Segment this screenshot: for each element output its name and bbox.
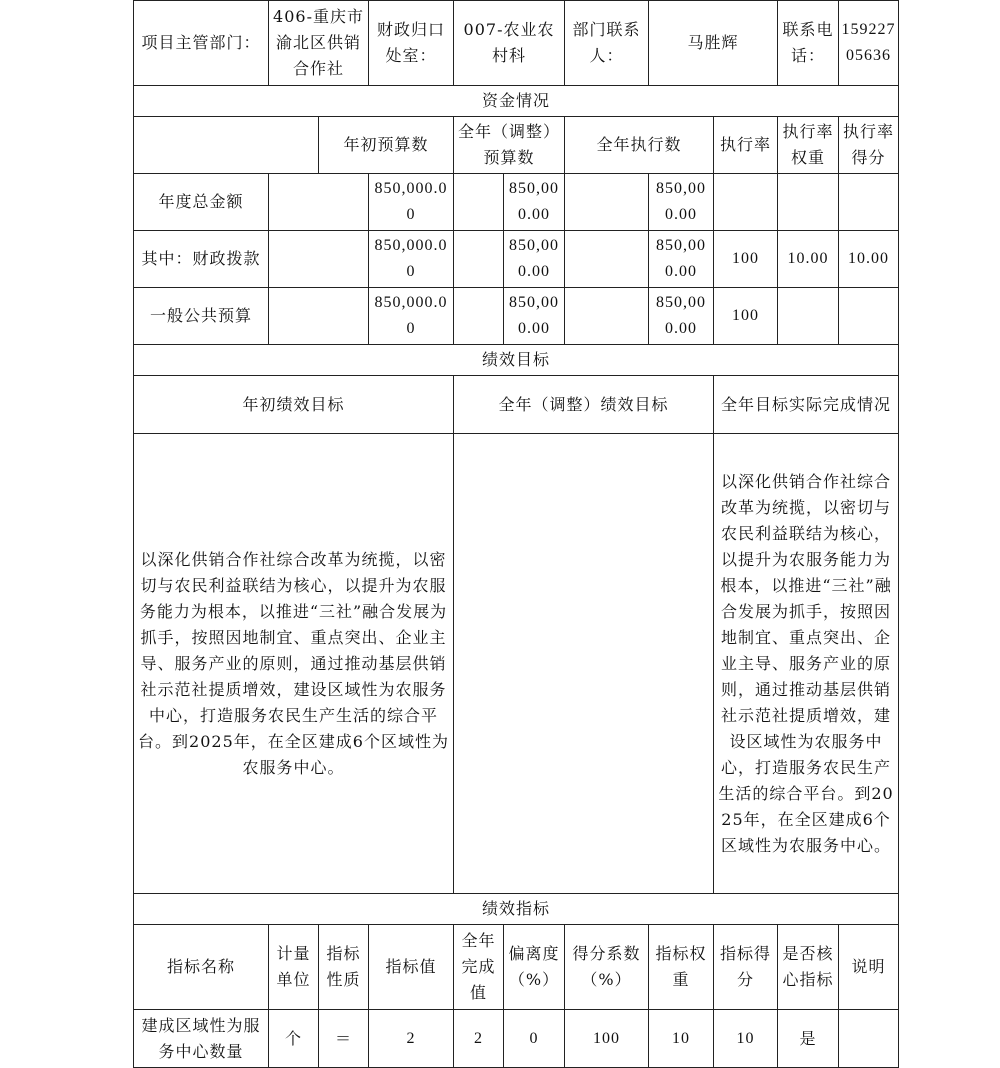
goals-col-actual: 全年目标实际完成情况 [714,376,899,434]
funds-row-name: 年度总金额 [134,174,269,231]
contact-value: 马胜辉 [649,1,778,86]
ind-value: 2 [369,1010,454,1068]
ind-col-core: 是否核心指标 [778,925,839,1010]
col-rate: 执行率 [714,117,778,174]
funds-executed: 850,000.00 [649,288,714,345]
funds-header-blank [134,117,319,174]
funds-initial: 850,000.00 [369,231,454,288]
ind-col-deviation: 偏离度（%） [504,925,565,1010]
funds-row [134,288,899,345]
col-executed: 全年执行数 [565,117,714,174]
goals-col-initial: 年初绩效目标 [134,376,454,434]
funds-adjusted: 850,000.00 [504,231,565,288]
funds-initial: 850,000.00 [369,174,454,231]
funds-row-name: 其中：财政拨款 [134,231,269,288]
header-row [134,1,899,86]
funds-score [839,174,899,231]
funds-weight [778,174,839,231]
ind-name: 建成区域性为服务中心数量 [134,1010,269,1068]
indicator-row [134,1010,899,1068]
ind-col-name: 指标名称 [134,925,269,1010]
contact-label: 部门联系人： [565,1,649,86]
finance-value: 007-农业农村科 [454,1,565,86]
funds-rate: 100 [714,231,778,288]
dept-label: 项目主管部门： [134,1,269,86]
ind-weight: 10 [649,1010,714,1068]
funds-score: 10.00 [839,231,899,288]
funds-weight: 10.00 [778,231,839,288]
ind-col-note: 说明 [839,925,899,1010]
funds-rate [714,174,778,231]
ind-completed: 2 [454,1010,504,1068]
ind-coef: 100 [565,1010,649,1068]
funds-row [134,231,899,288]
ind-col-unit: 计量单位 [269,925,319,1010]
ind-deviation: 0 [504,1010,565,1068]
ind-col-coef: 得分系数（%） [565,925,649,1010]
goals-initial-text: 以深化供销合作社综合改革为统揽，以密切与农民利益联结为核心，以提升为农服务能力为根本，以推进“三社”融合发展为抓手，按照因地制宜、重点突出、企业主导、服务产业的原则，通过推动基层供销社示范社提质增效，建设区域性为农服务中心，打造服务农民生产生活的综合平台。到2025年，在全区建成6个区域性为农服务中心。 [134,434,454,894]
goals-actual-text: 以深化供销合作社综合改革为统揽，以密切与农民利益联结为核心，以提升为农服务能力为根本，以推进“三社”融合发展为抓手，按照因地制宜、重点突出、企业主导、服务产业的原则，通过推动基层供销社示范社提质增效，建设区域性为农服务中心，打造服务农民生产生活的综合平台。到2025年，在全区建成6个区域性为农服务中心。 [714,434,899,894]
ind-col-weight: 指标权重 [649,925,714,1010]
ind-col-nature: 指标性质 [319,925,369,1010]
ind-nature: ＝ [319,1010,369,1068]
phone-label: 联系电话： [778,1,839,86]
ind-note [839,1010,899,1068]
indicators-header-row [134,925,899,1010]
performance-table [133,0,899,1068]
funds-section-title: 资金情况 [134,86,899,117]
col-rate-score: 执行率得分 [839,117,899,174]
ind-col-score: 指标得分 [714,925,778,1010]
col-adjusted-budget: 全年（调整）预算数 [454,117,565,174]
finance-label: 财政归口处室： [369,1,454,86]
ind-unit: 个 [269,1010,319,1068]
phone-value: 15922705636 [839,1,899,86]
goals-adjusted-text [454,434,714,894]
goals-content-row [134,434,899,894]
ind-core: 是 [778,1010,839,1068]
funds-executed: 850,000.00 [649,231,714,288]
dept-value: 406-重庆市渝北区供销合作社 [269,1,369,86]
funds-adjusted: 850,000.00 [504,174,565,231]
funds-row [134,174,899,231]
ind-col-value: 指标值 [369,925,454,1010]
goals-section-title: 绩效目标 [134,345,899,376]
goals-col-adjusted: 全年（调整）绩效目标 [454,376,714,434]
ind-col-completed: 全年完成值 [454,925,504,1010]
funds-weight [778,288,839,345]
goals-header-row [134,376,899,434]
funds-adjusted: 850,000.00 [504,288,565,345]
funds-rate: 100 [714,288,778,345]
funds-header-row [134,117,899,174]
col-initial-budget: 年初预算数 [319,117,454,174]
col-rate-weight: 执行率权重 [778,117,839,174]
funds-initial: 850,000.00 [369,288,454,345]
funds-score [839,288,899,345]
ind-score: 10 [714,1010,778,1068]
funds-row-name: 一般公共预算 [134,288,269,345]
indicators-section-title: 绩效指标 [134,894,899,925]
funds-executed: 850,000.00 [649,174,714,231]
